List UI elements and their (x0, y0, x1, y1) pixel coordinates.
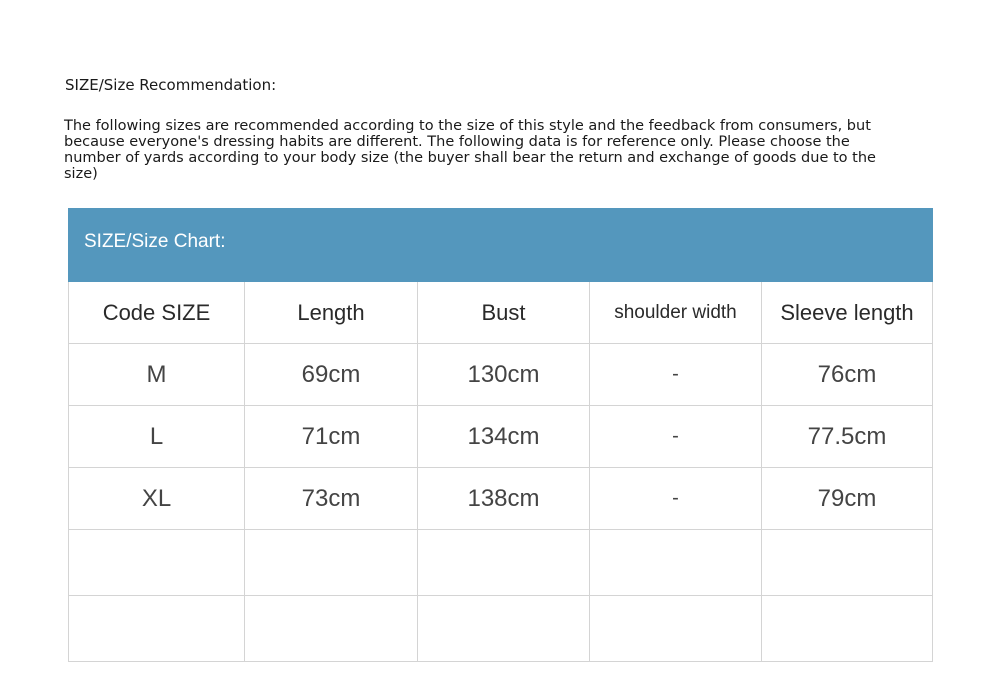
table-row (69, 406, 933, 468)
table-row (69, 468, 933, 530)
cell-shoulder-width: - (590, 468, 762, 530)
notice-line: number of yards according to your body size (the buyer shall bear the return and exchange of goods due to the (64, 150, 876, 166)
page-heading: SIZE/Size Recommendation: (65, 76, 277, 94)
column-header-length: Length (245, 282, 418, 344)
header-row (69, 282, 933, 344)
cell-length: 73cm (245, 468, 418, 530)
size-chart-title: SIZE/Size Chart: (69, 209, 933, 282)
cell-size: L (69, 406, 245, 468)
cell-sleeve-length: 79cm (762, 468, 933, 530)
cell-empty (418, 596, 590, 662)
column-header-code-size: Code SIZE (69, 282, 245, 344)
cell-empty (245, 596, 418, 662)
cell-sleeve-length: 77.5cm (762, 406, 933, 468)
notice-line: size) (64, 166, 98, 182)
table-row-empty (69, 530, 933, 596)
cell-bust: 134cm (418, 406, 590, 468)
table-row (69, 344, 933, 406)
cell-empty (590, 596, 762, 662)
cell-size: XL (69, 468, 245, 530)
size-chart-banner (69, 209, 933, 282)
cell-length: 69cm (245, 344, 418, 406)
cell-empty (590, 530, 762, 596)
cell-shoulder-width: - (590, 344, 762, 406)
notice-line: because everyone's dressing habits are different. The following data is for reference only. Please choose the (64, 134, 850, 150)
cell-size: M (69, 344, 245, 406)
cell-length: 71cm (245, 406, 418, 468)
cell-empty (762, 530, 933, 596)
column-header-bust: Bust (418, 282, 590, 344)
cell-empty (245, 530, 418, 596)
cell-bust: 138cm (418, 468, 590, 530)
notice-line: The following sizes are recommended according to the size of this style and the feedback from consumers, but (64, 118, 871, 134)
cell-sleeve-length: 76cm (762, 344, 933, 406)
cell-empty (762, 596, 933, 662)
cell-empty (69, 596, 245, 662)
column-header-sleeve-length: Sleeve length (762, 282, 933, 344)
table-row-empty (69, 596, 933, 662)
column-header-shoulder-width: shoulder width (590, 282, 762, 344)
cell-empty (418, 530, 590, 596)
size-notice (64, 118, 914, 182)
size-chart-table (68, 208, 933, 662)
cell-bust: 130cm (418, 344, 590, 406)
cell-empty (69, 530, 245, 596)
cell-shoulder-width: - (590, 406, 762, 468)
